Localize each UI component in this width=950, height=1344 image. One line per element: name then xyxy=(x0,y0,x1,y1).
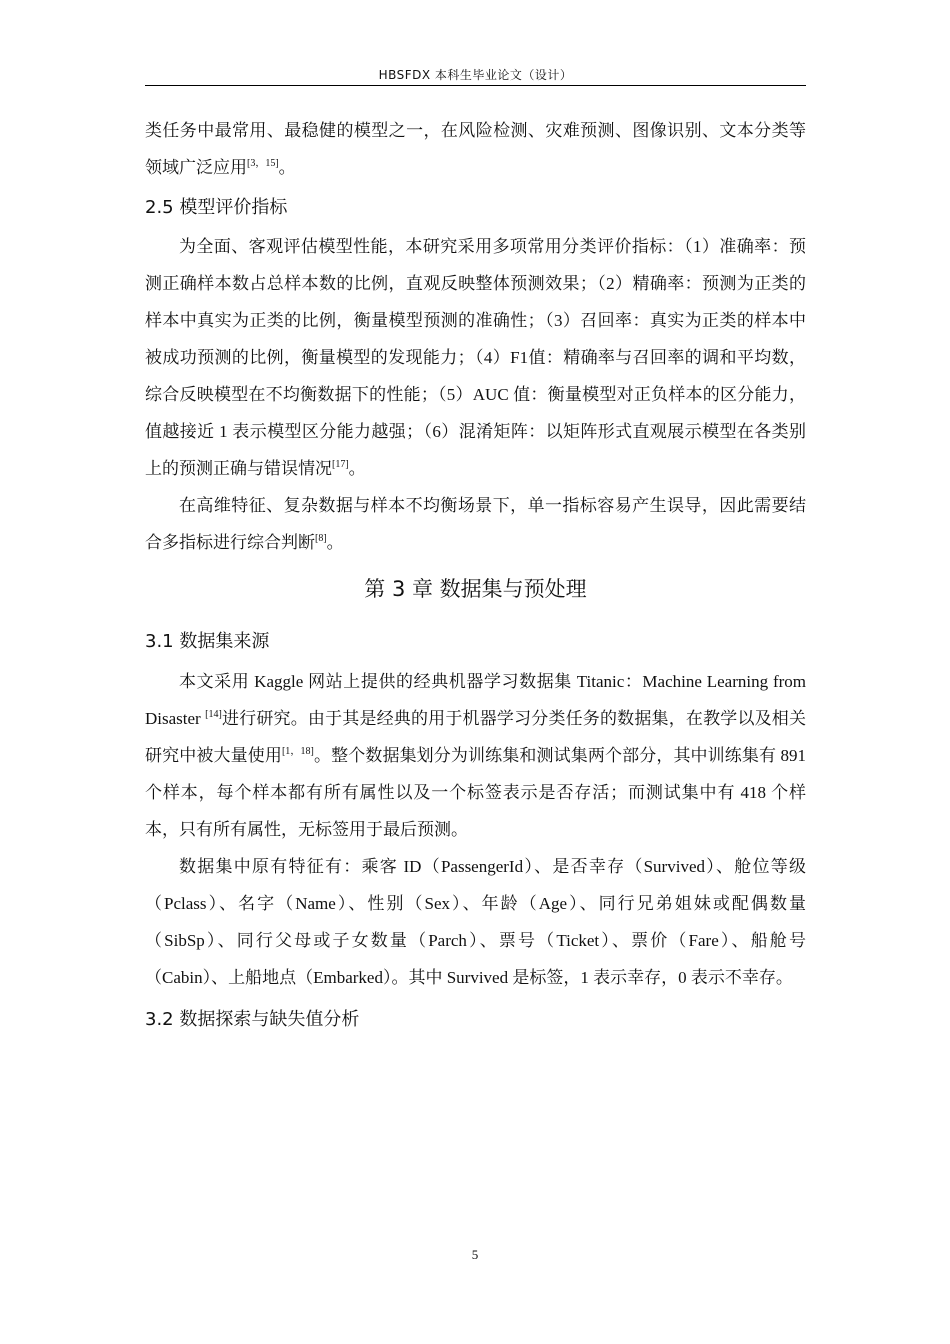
citation: [8] xyxy=(315,533,327,544)
chapter-title: 第 3 章 数据集与预处理 xyxy=(364,577,587,601)
paragraph-continuation: 类任务中最常用、最稳健的模型之一，在风险检测、灾难预测、图像识别、文本分类等领域广泛应用[3，15]。 xyxy=(145,121,806,177)
citation: [14] xyxy=(205,709,222,720)
section-heading-3-2: 3.2 数据探索与缺失值分析 xyxy=(145,1009,360,1030)
citation: [17] xyxy=(332,459,349,470)
header-rule xyxy=(145,85,806,86)
citation: [3，15] xyxy=(247,158,279,169)
paragraph-dataset-source: 本文采用 Kaggle 网站上提供的经典机器学习数据集 Titanic：Machine Learning from Disaster [14]进行研究。由于其是经典的用于机器学习分类任务的数据集，在教学以及相关研究中被大量使用[1，18]。整个数据集划分为训练集和测试集两个部分，其中训练集有 891 个样本，每个样本都有所有属性以及一个标签表示是否存活；而测试集中有 418 个样本，只有所有属性，无标签用于最后预测。 xyxy=(145,672,807,839)
section-heading-3-1: 3.1 数据集来源 xyxy=(145,631,270,652)
section-heading-2-5: 2.5 模型评价指标 xyxy=(145,197,288,218)
page-number: 5 xyxy=(471,1247,479,1262)
paragraph-metrics: 为全面、客观评估模型性能，本研究采用多项常用分类评价指标：（1）准确率：预测正确样本数占总样本数的比例，直观反映整体预测效果；（2）精确率：预测为正类的样本中真实为正类的比例，衡量模型预测的准确性；（3）召回率：真实为正类的样本中被成功预测的比例，衡量模型的发现能力；（4）F1值：精确率与召回率的调和平均数，综合反映模型在不均衡数据下的性能；（5）AUC 值：衡量模型对正负样本的区分能力，值越接近 1 表示模型区分能力越强；（6）混淆矩阵：以矩阵形式直观展示模型在各类别上的预测正确与错误情况[17]。 xyxy=(145,237,806,478)
paragraph-multi-metric: 在高维特征、复杂数据与样本不均衡场景下，单一指标容易产生误导，因此需要结合多指标进行综合判断[8]。 xyxy=(145,496,806,552)
page-body xyxy=(145,112,806,1031)
running-header: HBSFDX 本科生毕业论文（设计） xyxy=(378,68,573,82)
paragraph-features: 数据集中原有特征有：乘客 ID（PassengerId）、是否幸存（Survived）、舱位等级（Pclass）、名字（Name）、性别（Sex）、年龄（Age）、同行兄弟姐妹或配偶数量（SibSp）、同行父母或子女数量（Parch）、票号（Ticket）、票价（Fare）、船舱号（Cabin）、上船地点（Embarked）。其中 Survived 是标签，1 表示幸存，0 表示不幸存。 xyxy=(145,857,806,987)
citation: [1，18] xyxy=(281,746,314,757)
